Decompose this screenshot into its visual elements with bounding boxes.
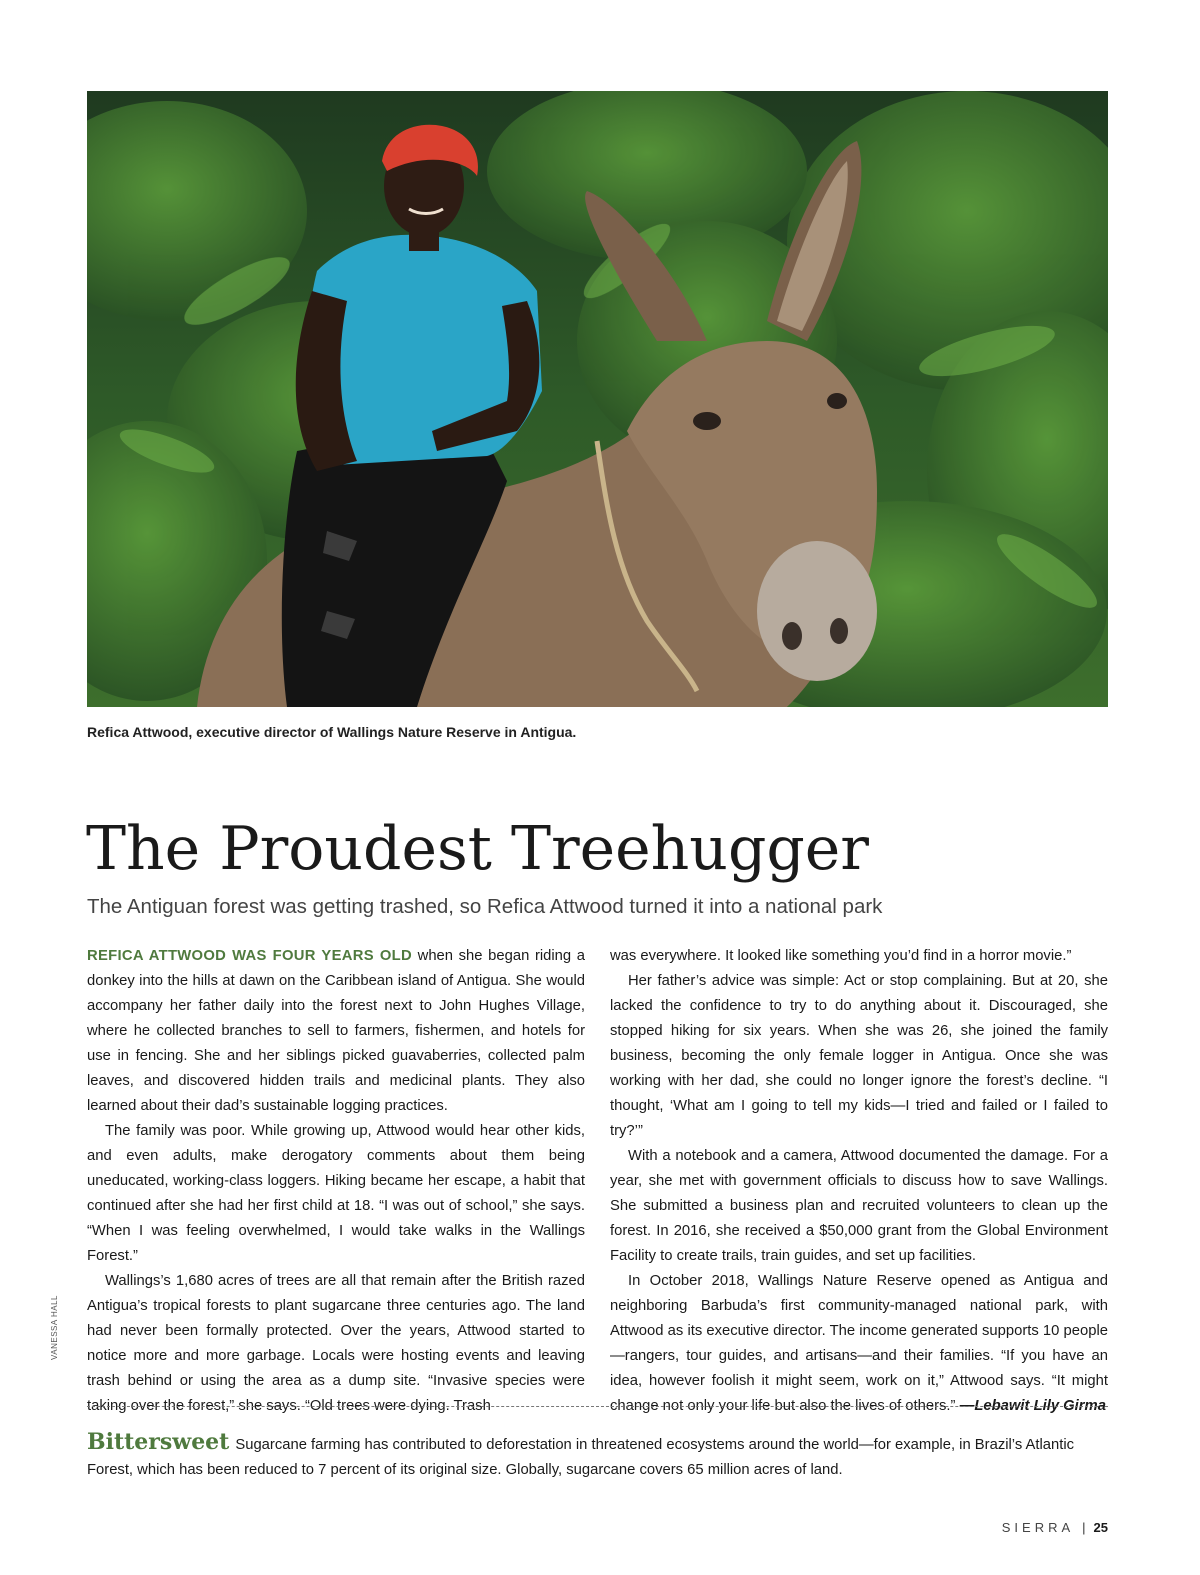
- section-divider: [87, 1406, 1108, 1407]
- article-column-right: [610, 944, 1108, 1419]
- sidebar-note: [87, 1430, 1108, 1483]
- article-paragraph-text: when she began riding a donkey into the hills at dawn on the Caribbean island of Antigua. She would accompany her father daily into the forest next to John Hughes Village, where he collected branches to sell to farmers, fishermen, and hotels for use in fencing. She and her siblings picked guavaberries, collected palm leaves, and discovered hidden trails and medicinal plants. They also learned about their dad’s sustainable logging practices.: [87, 948, 586, 1114]
- sidebar-kicker: Bittersweet: [87, 1429, 230, 1455]
- magazine-name: SIERRA: [1001, 1520, 1075, 1535]
- hero-photo-illustration: [87, 91, 1108, 707]
- hero-photo: [87, 91, 1108, 707]
- article-paragraph: [87, 944, 585, 1119]
- article-paragraph: [610, 1269, 1108, 1419]
- article-dek: The Antiguan forest was getting trashed, so Refica Attwood turned it into a national park: [87, 895, 883, 918]
- article-headline: The Proudest Treehugger: [86, 814, 869, 884]
- folio-separator: |: [1082, 1520, 1086, 1535]
- article-paragraph-continued: was everywhere. It looked like something you’d find in a horror movie.”: [610, 948, 1072, 964]
- article-byline: —Lebawit Lily Girma: [959, 1398, 1106, 1414]
- sidebar-text: Sugarcane farming has contributed to deforestation in threatened ecosystems around the world—for example, in Brazil’s Atlantic Forest, which has been reduced to 7 percent of its original size. Globally, sugarcane covers 65 million acres of land.: [87, 1437, 1075, 1478]
- photo-caption: Refica Attwood, executive director of Wallings Nature Reserve in Antigua.: [87, 724, 577, 740]
- article-paragraph: Wallings’s 1,680 acres of trees are all that remain after the British razed Antigua’s tropical forests to plant sugarcane three centuries ago. The land had never been formally protected. Over the years, Attwood started to notice more and more garbage. Locals were hosting events and leaving trash behind or using the area as a dump site. “Invasive species were taking over the forest,” she says. “Old trees were dying. Trash: [87, 1273, 585, 1414]
- article-paragraph: Her father’s advice was simple: Act or stop complaining. But at 20, she lacked the confidence to try to do anything about it. Discouraged, she stopped hiking for six years. When she was 26, she joined the family business, becoming the only female logger in Antigua. Once she was working with her dad, she could no longer ignore the forest’s decline. “I thought, ‘What am I going to tell my kids—I tried and failed or I failed to try?’”: [610, 973, 1108, 1139]
- article-paragraph: The family was poor. While growing up, Attwood would hear other kids, and even adults, make derogatory comments about them being uneducated, working-class loggers. Hiking became her escape, a habit that continued after she had her first child at 18. “I was out of school,” she says. “When I was feeling overwhelmed, I would take walks in the Wallings Forest.”: [87, 1123, 585, 1264]
- article-paragraph: With a notebook and a camera, Attwood documented the damage. For a year, she met with government officials to discuss how to save Wallings. She submitted a business plan and recruited volunteers to clean up the forest. In 2016, she received a $50,000 grant from the Global Environment Facility to create trails, train guides, and set up facilities.: [610, 1148, 1108, 1264]
- article-lead-in: REFICA ATTWOOD WAS FOUR YEARS OLD: [87, 948, 412, 964]
- page-number: 25: [1093, 1520, 1108, 1535]
- photo-credit: VANESSA HALL: [50, 1295, 59, 1360]
- page-folio: [1002, 1520, 1108, 1535]
- article-paragraph-text: In October 2018, Wallings Nature Reserve opened as Antigua and neighboring Barbuda’s first community-managed national park, with Attwood as its executive director. The income generated supports 10 people—rangers, tour guides, and artisans—and their families. “If you have an idea, however foolish it might seem, work on it,” Attwood says. “It might change not only your life but also the lives of others.”: [610, 1273, 1108, 1414]
- article-column-left: [87, 944, 585, 1419]
